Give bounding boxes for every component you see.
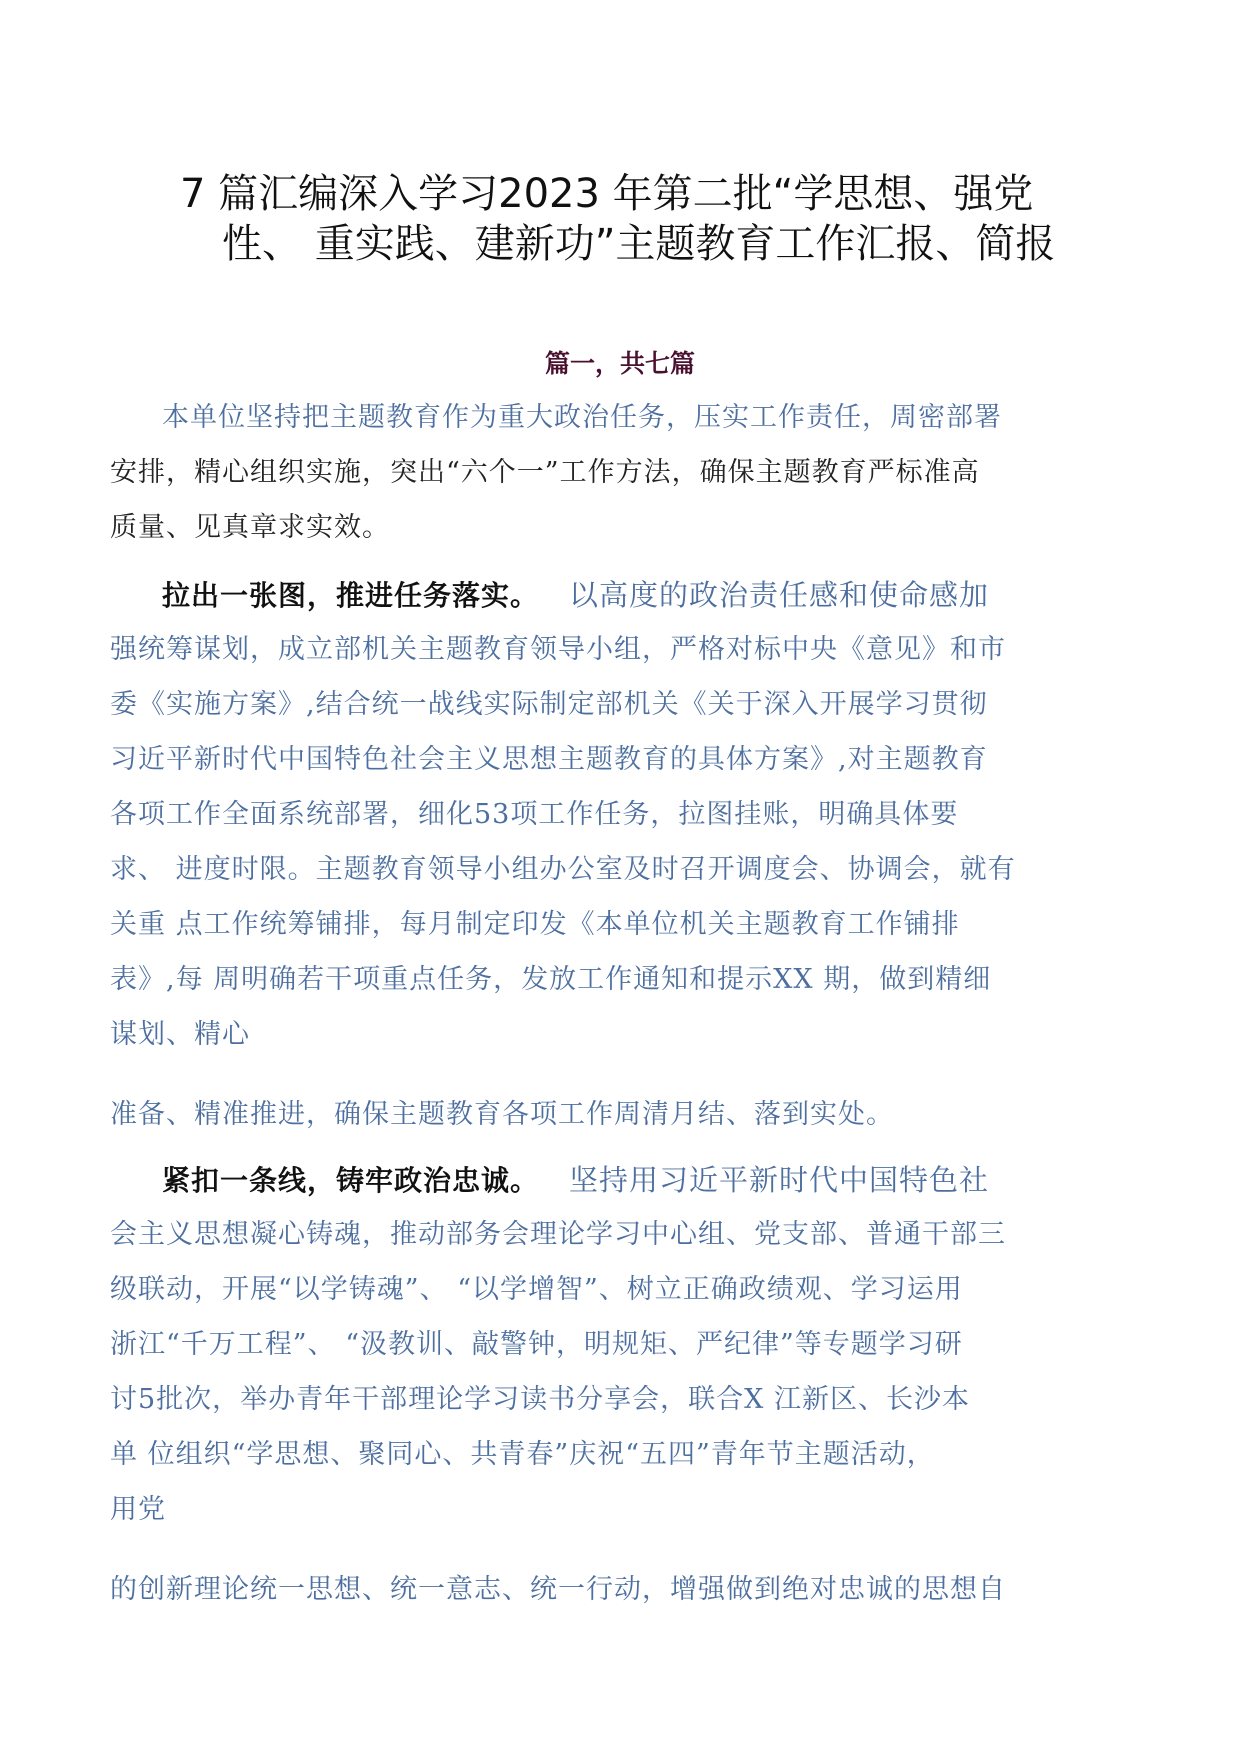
paragraph-line: 单 位组织“学思想、聚同心、共青春”庆祝“五四”青年节主题活动， bbox=[110, 1439, 935, 1470]
paragraph-line: 关重 点工作统筹铺排，每月制定印发《本单位机关主题教育工作铺排 bbox=[110, 909, 960, 940]
paragraph-line: 求、 进度时限。主题教育领导小组办公室及时召开调度会、协调会，就有 bbox=[110, 854, 1016, 885]
paragraph-line: 习近平新时代中国特色社会主义思想主题教育的具体方案》,对主题教育 bbox=[110, 744, 988, 775]
paragraph-lead-heading: 拉出一张图，推进任务落实。 bbox=[162, 579, 540, 612]
paragraph-lead-line bbox=[162, 577, 1172, 615]
paragraph-lead-heading: 紧扣一条线，铸牢政治忠诚。 bbox=[162, 1164, 540, 1197]
paragraph-line: 谋划、精心 bbox=[110, 1019, 250, 1050]
paragraph-lead-rest: 以高度的政治责任感和使命感加 bbox=[569, 578, 990, 612]
paragraph-line: 委《实施方案》,结合统一战线实际制定部机关《关于深入开展学习贯彻 bbox=[110, 689, 988, 720]
paragraph-line: 各项工作全面系统部署，细化53项工作任务，拉图挂账，明确具体要 bbox=[110, 799, 959, 830]
paragraph-line: 质量、见真章求实效。 bbox=[110, 512, 390, 543]
paragraph-line: 会主义思想凝心铸魂，推动部务会理论学习中心组、党支部、普通干部三 bbox=[110, 1219, 1006, 1250]
paragraph-line: 本单位坚持把主题教育作为重大政治任务，压实工作责任，周密部署 bbox=[162, 402, 1002, 433]
paragraph-line: 用党 bbox=[110, 1494, 166, 1525]
paragraph-line: 表》,每 周明确若干项重点任务，发放工作通知和提示XX 期，做到精细 bbox=[110, 964, 992, 995]
paragraph-line: 讨5批次，举办青年干部理论学习读书分享会，联合X 江新区、长沙本 bbox=[110, 1384, 970, 1415]
paragraph-lead-rest: 坚持用习近平新时代中国特色社 bbox=[569, 1163, 990, 1197]
document-title-line-1: 7 篇汇编深入学习2023 年第二批“学思想、强党 bbox=[180, 171, 1034, 217]
paragraph-line: 安排，精心组织实施，突出“六个一”工作方法，确保主题教育严标准高 bbox=[110, 457, 980, 488]
paragraph-lead-line bbox=[162, 1162, 1172, 1200]
section-heading: 篇一，共七篇 bbox=[544, 349, 695, 378]
paragraph-line: 的创新理论统一思想、统一意志、统一行动，增强做到绝对忠诚的思想自 bbox=[110, 1574, 1006, 1605]
paragraph-line: 级联动，开展“以学铸魂”、 “以学增智”、树立正确政绩观、学习运用 bbox=[110, 1274, 963, 1305]
paragraph-line: 浙江“千万工程”、 “汲教训、敲警钟，明规矩、严纪律”等专题学习研 bbox=[110, 1329, 963, 1360]
paragraph-line: 强统筹谋划，成立部机关主题教育领导小组，严格对标中央《意见》和市 bbox=[110, 634, 1006, 665]
document-title-line-2: 性、 重实践、建新功”主题教育工作汇报、简报 bbox=[222, 221, 1056, 267]
paragraph-line: 准备、精准推进，确保主题教育各项工作周清月结、落到实处。 bbox=[110, 1099, 894, 1130]
